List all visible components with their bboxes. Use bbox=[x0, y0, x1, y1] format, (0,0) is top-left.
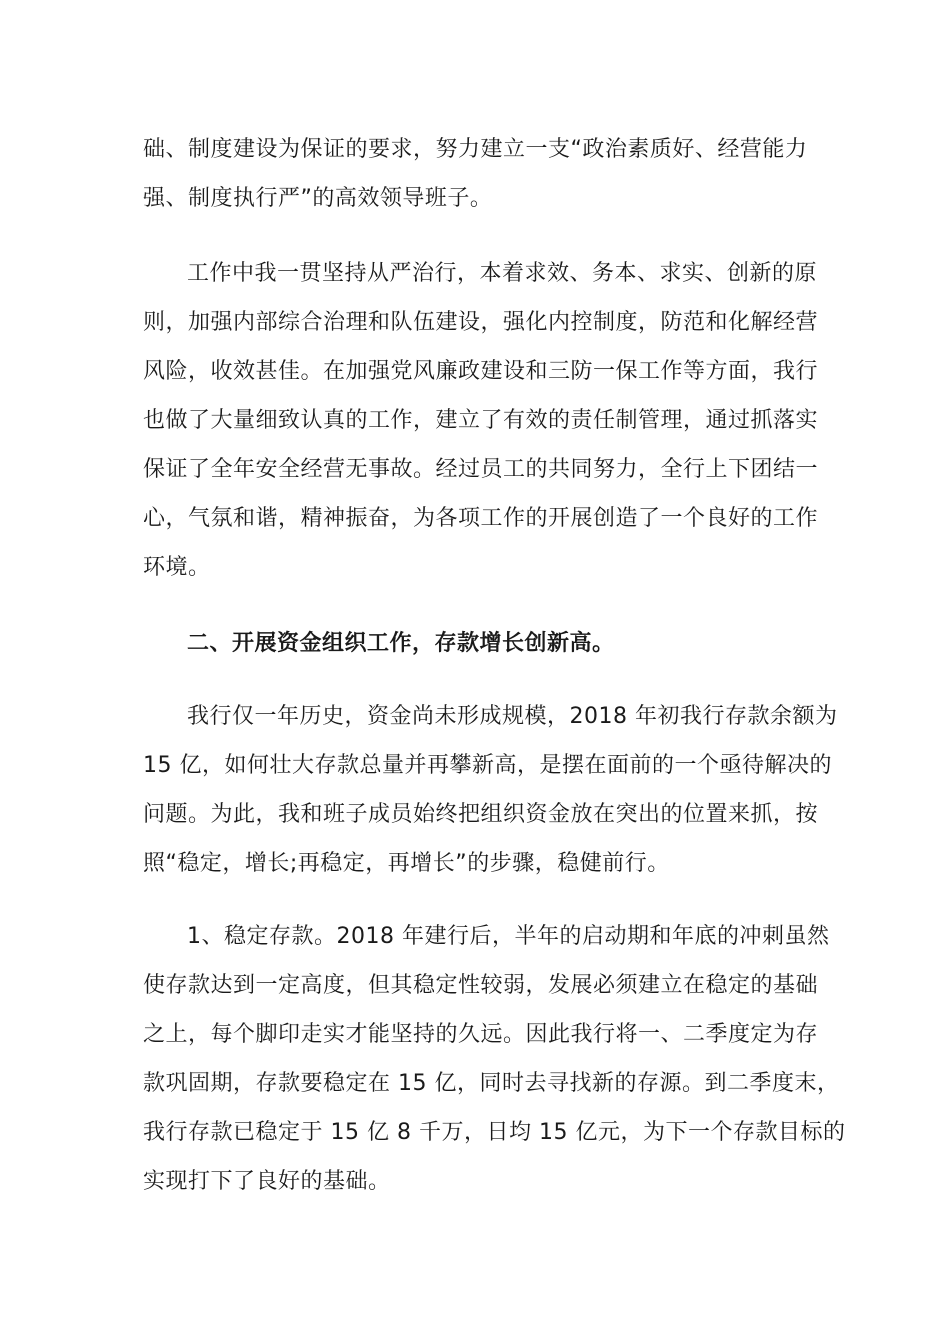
text-line: 之上，每个脚印走实才能坚持的久远。因此我行将一、二季度定为存 bbox=[143, 1022, 819, 1047]
text-line: 风险，收效甚佳。在加强党风廉政建设和三防一保工作等方面，我行 bbox=[143, 359, 819, 384]
text-line: 心，气氛和谐，精神振奋，为各项工作的开展创造了一个良好的工作 bbox=[143, 506, 819, 531]
text-line: 工作中我一贯坚持从严治行，本着求效、务本、求实、创新的原 bbox=[187, 261, 818, 286]
text-line: 也做了大量细致认真的工作，建立了有效的责任制管理，通过抓落实 bbox=[143, 408, 819, 433]
text-line: 我行存款已稳定于 15 亿 8 千万，日均 15 亿元，为下一个存款目标的 bbox=[143, 1120, 846, 1145]
heading-line: 二、开展资金组织工作，存款增长创新高。 bbox=[187, 631, 615, 656]
text-line: 强、制度执行严”的高效领导班子。 bbox=[143, 186, 493, 211]
text-line: 1、稳定存款。2018 年建行后，半年的启动期和年底的冲刺虽然 bbox=[187, 924, 830, 949]
text-line: 我行仅一年历史，资金尚未形成规模，2018 年初我行存款余额为 bbox=[187, 704, 838, 729]
text-line: 问题。为此，我和班子成员始终把组织资金放在突出的位置来抓，按 bbox=[143, 802, 819, 827]
text-line: 使存款达到一定高度，但其稳定性较弱，发展必须建立在稳定的基础 bbox=[143, 973, 819, 998]
paragraph-deposit-history bbox=[143, 692, 838, 888]
text-line: 保证了全年安全经营无事故。经过员工的共同努力，全行上下团结一 bbox=[143, 457, 819, 482]
text-line: 环境。 bbox=[143, 555, 211, 580]
text-line: 实现打下了良好的基础。 bbox=[143, 1169, 391, 1194]
text-line: 照“稳定，增长;再稳定，再增长”的步骤，稳健前行。 bbox=[143, 851, 670, 876]
paragraph-leadership-requirements bbox=[143, 125, 813, 223]
text-line: 款巩固期，存款要稳定在 15 亿，同时去寻找新的存源。到二季度末， bbox=[143, 1071, 840, 1096]
text-line: 则，加强内部综合治理和队伍建设，强化内控制度，防范和化解经营 bbox=[143, 310, 819, 335]
paragraph-strict-management bbox=[143, 249, 819, 592]
section-heading bbox=[143, 619, 813, 668]
text-line: 础、制度建设为保证的要求，努力建立一支“政治素质好、经营能力 bbox=[143, 137, 808, 162]
paragraph-stabilize-deposits bbox=[143, 912, 846, 1206]
text-line: 15 亿，如何壮大存款总量并再攀新高，是摆在面前的一个亟待解决的 bbox=[143, 753, 832, 778]
